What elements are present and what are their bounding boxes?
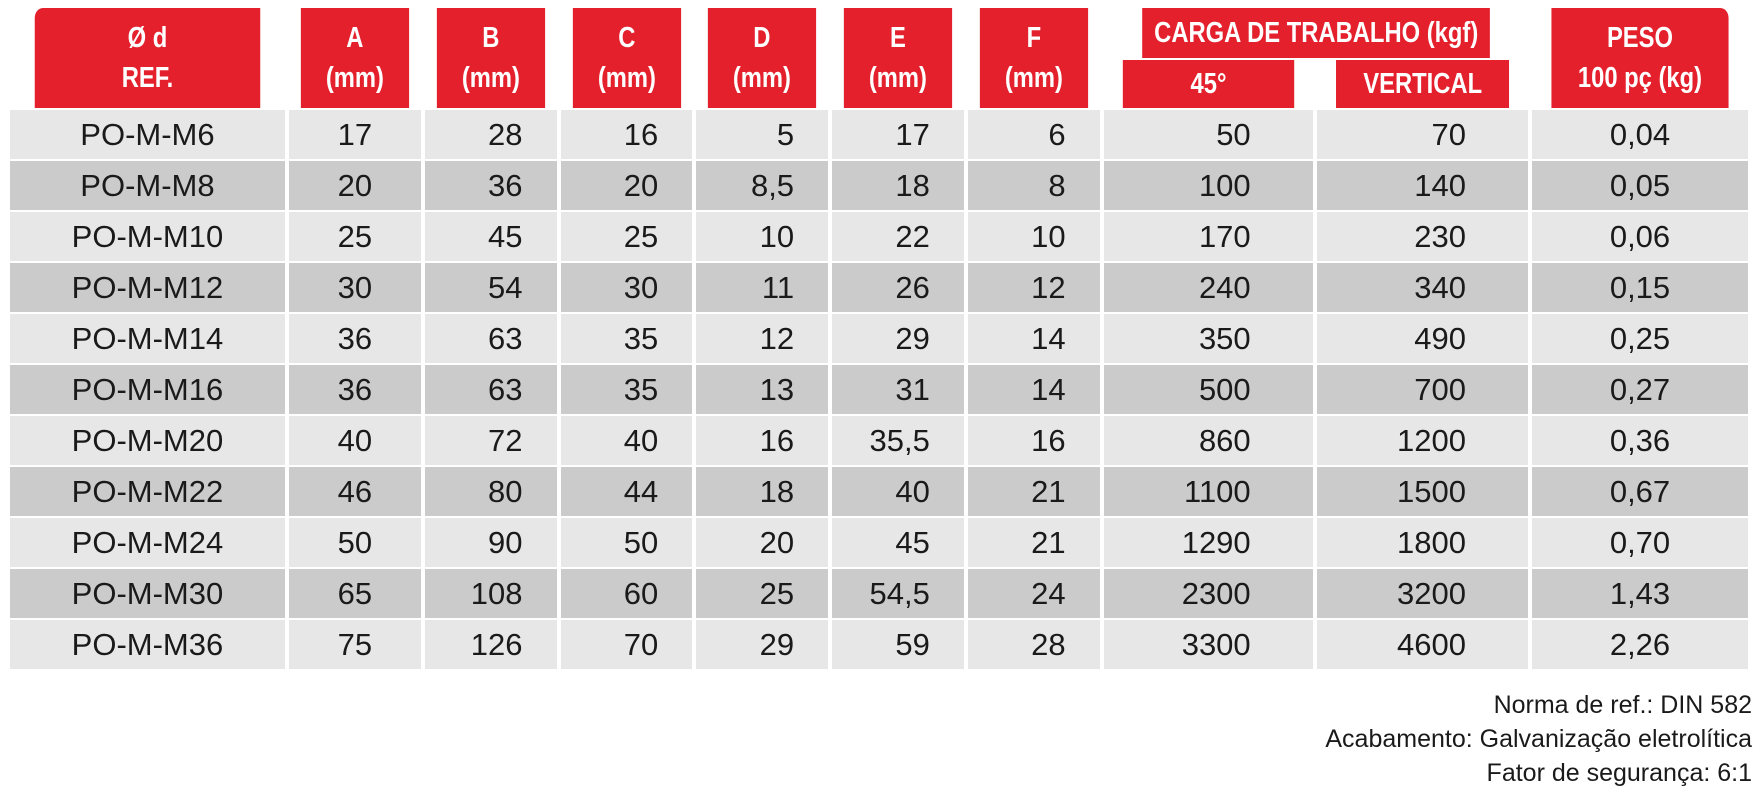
cell-load-vertical: 140 [1317, 161, 1528, 210]
cell-b: 80 [425, 467, 557, 516]
cell-ref: PO-M-M14 [10, 314, 285, 363]
cell-a: 40 [289, 416, 421, 465]
cell-f: 21 [968, 467, 1100, 516]
cell-load-45: 3300 [1104, 620, 1313, 669]
cell-b: 126 [425, 620, 557, 669]
note-acabamento: Acabamento: Galvanização eletrolítica [1325, 725, 1752, 753]
cell-b: 45 [425, 212, 557, 261]
table-row [10, 569, 1748, 618]
header-peso-label: PESO [1606, 22, 1674, 54]
header-ref [35, 8, 260, 108]
cell-load-45: 2300 [1104, 569, 1313, 618]
cell-ref: PO-M-M12 [10, 263, 285, 312]
table-row [10, 314, 1748, 363]
header-col-letter: C [617, 22, 635, 54]
cell-f: 14 [968, 365, 1100, 414]
cell-ref: PO-M-M6 [10, 110, 285, 159]
cell-c: 30 [561, 263, 693, 312]
cell-load-45: 240 [1104, 263, 1313, 312]
header-col-unit: (mm) [1004, 62, 1063, 94]
cell-b: 28 [425, 110, 557, 159]
cell-f: 21 [968, 518, 1100, 567]
header-load-group: CARGA DE TRABALHO (kgf) [1142, 8, 1490, 58]
cell-peso: 0,25 [1532, 314, 1748, 363]
cell-e: 35,5 [832, 416, 964, 465]
cell-load-vertical: 230 [1317, 212, 1528, 261]
cell-d: 12 [696, 314, 828, 363]
cell-load-vertical: 340 [1317, 263, 1528, 312]
cell-e: 26 [832, 263, 964, 312]
cell-d: 11 [696, 263, 828, 312]
cell-load-vertical: 4600 [1317, 620, 1528, 669]
cell-f: 14 [968, 314, 1100, 363]
cell-load-45: 860 [1104, 416, 1313, 465]
cell-load-45: 1290 [1104, 518, 1313, 567]
table-row [10, 416, 1748, 465]
cell-c: 70 [561, 620, 693, 669]
cell-load-vertical: 1800 [1317, 518, 1528, 567]
cell-f: 24 [968, 569, 1100, 618]
cell-f: 6 [968, 110, 1100, 159]
cell-a: 36 [289, 314, 421, 363]
header-col-unit: (mm) [868, 62, 928, 94]
header-col-letter: D [753, 22, 771, 54]
cell-load-45: 1100 [1104, 467, 1313, 516]
cell-peso: 0,36 [1532, 416, 1748, 465]
header-col-unit: (mm) [461, 62, 520, 94]
cell-e: 40 [832, 467, 964, 516]
cell-load-45: 500 [1104, 365, 1313, 414]
cell-d: 13 [696, 365, 828, 414]
cell-peso: 1,43 [1532, 569, 1748, 618]
cell-peso: 2,26 [1532, 620, 1748, 669]
cell-c: 35 [561, 314, 693, 363]
cell-e: 17 [832, 110, 964, 159]
table-row [10, 212, 1748, 261]
cell-peso: 0,06 [1532, 212, 1748, 261]
header-ref-label: REF. [121, 62, 174, 94]
header-col-c [572, 8, 680, 108]
cell-a: 50 [289, 518, 421, 567]
cell-a: 30 [289, 263, 421, 312]
cell-b: 90 [425, 518, 557, 567]
header-peso-unit: 100 pç (kg) [1577, 62, 1703, 94]
cell-d: 5 [696, 110, 828, 159]
header-col-unit: (mm) [733, 62, 792, 94]
cell-load-45: 100 [1104, 161, 1313, 210]
table-row [10, 161, 1748, 210]
header-load-45: 45° [1122, 60, 1293, 108]
cell-b: 72 [425, 416, 557, 465]
header-load-vertical: VERTICAL [1336, 60, 1509, 108]
cell-a: 36 [289, 365, 421, 414]
cell-b: 108 [425, 569, 557, 618]
cell-peso: 0,05 [1532, 161, 1748, 210]
cell-ref: PO-M-M20 [10, 416, 285, 465]
cell-e: 45 [832, 518, 964, 567]
cell-c: 25 [561, 212, 693, 261]
cell-load-vertical: 700 [1317, 365, 1528, 414]
header-col-letter: A [346, 22, 364, 54]
cell-e: 59 [832, 620, 964, 669]
cell-ref: PO-M-M22 [10, 467, 285, 516]
cell-f: 12 [968, 263, 1100, 312]
cell-ref: PO-M-M30 [10, 569, 285, 618]
cell-e: 22 [832, 212, 964, 261]
cell-a: 20 [289, 161, 421, 210]
cell-c: 20 [561, 161, 693, 210]
cell-load-vertical: 1500 [1317, 467, 1528, 516]
table-row [10, 518, 1748, 567]
cell-f: 16 [968, 416, 1100, 465]
cell-c: 16 [561, 110, 693, 159]
table-row [10, 365, 1748, 414]
cell-f: 8 [968, 161, 1100, 210]
table-row [10, 467, 1748, 516]
cell-d: 18 [696, 467, 828, 516]
header-col-letter: E [890, 22, 906, 54]
cell-a: 25 [289, 212, 421, 261]
cell-ref: PO-M-M36 [10, 620, 285, 669]
cell-d: 25 [696, 569, 828, 618]
header-ref-diameter: Ø d [127, 22, 168, 54]
header-col-a [301, 8, 409, 108]
notes [1325, 688, 1752, 790]
cell-peso: 0,70 [1532, 518, 1748, 567]
cell-f: 10 [968, 212, 1100, 261]
header-col-b [437, 8, 545, 108]
cell-peso: 0,04 [1532, 110, 1748, 159]
note-fator: Fator de segurança: 6:1 [1486, 759, 1752, 787]
cell-d: 10 [696, 212, 828, 261]
cell-load-vertical: 490 [1317, 314, 1528, 363]
table-row [10, 263, 1748, 312]
cell-e: 29 [832, 314, 964, 363]
cell-peso: 0,15 [1532, 263, 1748, 312]
cell-e: 54,5 [832, 569, 964, 618]
table-row [10, 110, 1748, 159]
header-col-letter: F [1026, 22, 1041, 54]
cell-c: 40 [561, 416, 693, 465]
note-norma: Norma de ref.: DIN 582 [1493, 691, 1752, 719]
cell-e: 31 [832, 365, 964, 414]
cell-b: 63 [425, 365, 557, 414]
cell-c: 60 [561, 569, 693, 618]
cell-d: 29 [696, 620, 828, 669]
cell-b: 63 [425, 314, 557, 363]
cell-load-vertical: 1200 [1317, 416, 1528, 465]
cell-e: 18 [832, 161, 964, 210]
header-peso [1551, 8, 1728, 108]
cell-c: 44 [561, 467, 693, 516]
header-col-f [980, 8, 1088, 108]
cell-f: 28 [968, 620, 1100, 669]
cell-load-vertical: 70 [1317, 110, 1528, 159]
cell-ref: PO-M-M8 [10, 161, 285, 210]
header-col-unit: (mm) [325, 62, 384, 94]
cell-a: 17 [289, 110, 421, 159]
cell-load-45: 350 [1104, 314, 1313, 363]
cell-a: 46 [289, 467, 421, 516]
cell-a: 75 [289, 620, 421, 669]
header-col-d [708, 8, 816, 108]
cell-c: 50 [561, 518, 693, 567]
cell-load-45: 50 [1104, 110, 1313, 159]
cell-load-vertical: 3200 [1317, 569, 1528, 618]
cell-ref: PO-M-M16 [10, 365, 285, 414]
spec-table [6, 6, 1752, 671]
cell-b: 36 [425, 161, 557, 210]
cell-d: 8,5 [696, 161, 828, 210]
cell-c: 35 [561, 365, 693, 414]
table-row [10, 620, 1748, 669]
cell-ref: PO-M-M24 [10, 518, 285, 567]
cell-peso: 0,67 [1532, 467, 1748, 516]
cell-peso: 0,27 [1532, 365, 1748, 414]
table-body [10, 110, 1748, 669]
header-col-unit: (mm) [597, 62, 656, 94]
cell-ref: PO-M-M10 [10, 212, 285, 261]
cell-b: 54 [425, 263, 557, 312]
header-col-e [844, 8, 952, 108]
cell-load-45: 170 [1104, 212, 1313, 261]
cell-a: 65 [289, 569, 421, 618]
header-col-letter: B [482, 22, 500, 54]
cell-d: 20 [696, 518, 828, 567]
cell-d: 16 [696, 416, 828, 465]
